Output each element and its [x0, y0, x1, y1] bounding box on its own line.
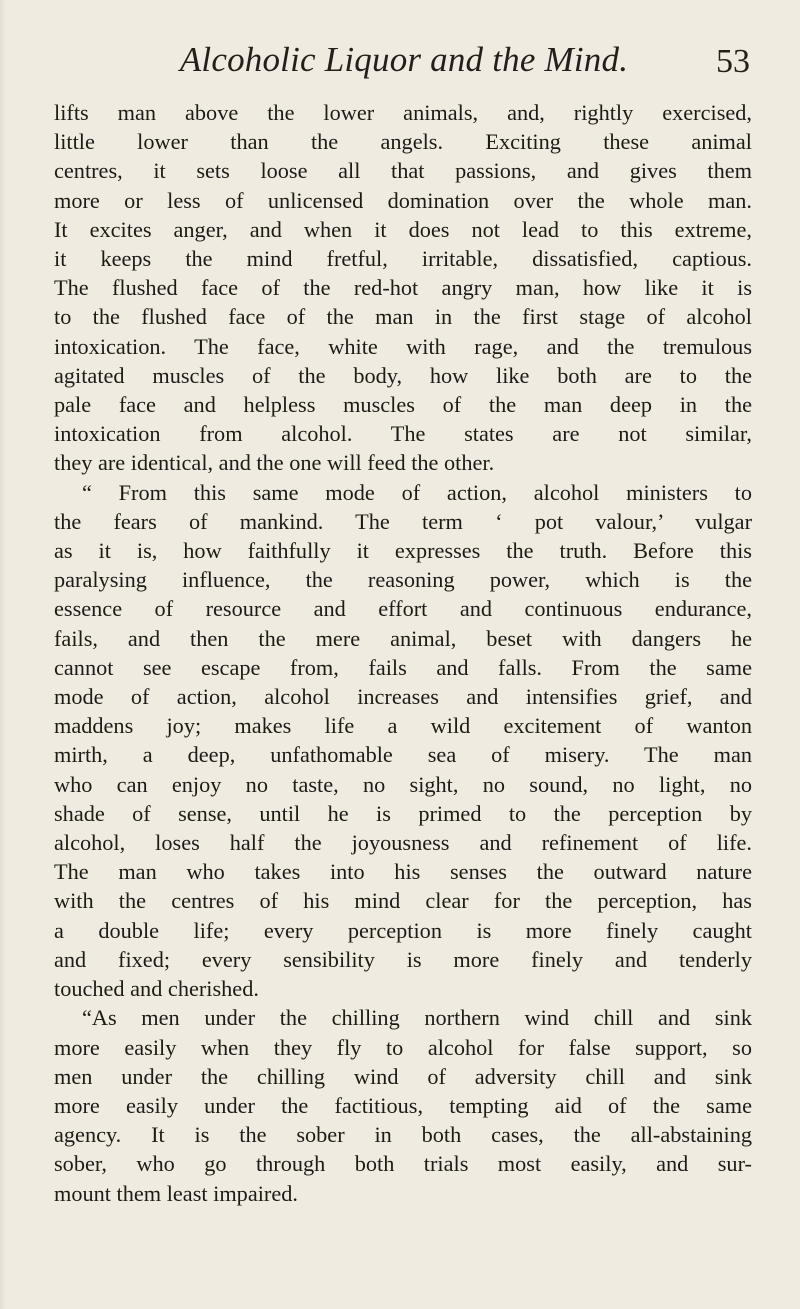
text-line: intoxication from alcohol. The states are not similar, — [54, 421, 752, 447]
paragraph-1 — [54, 98, 752, 478]
paragraph-3 — [54, 1003, 752, 1207]
page-number: 53 — [716, 43, 750, 80]
page-edge-shadow — [0, 0, 6, 1309]
text-line: it keeps the mind fretful, irritable, dissatisfied, captious. — [54, 246, 752, 272]
text-line: more or less of unlicensed domination over the whole man. — [54, 187, 752, 213]
text-line: essence of resource and effort and continuous endurance, — [54, 596, 752, 622]
text-line: The flushed face of the red-hot angry man, how like it is — [54, 275, 752, 301]
text-line: sober, who go through both trials most easily, and sur- — [54, 1151, 752, 1177]
text-line: to the flushed face of the man in the first stage of alcohol — [54, 304, 752, 330]
text-line: cannot see escape from, fails and falls. From the same — [54, 654, 752, 680]
text-line: maddens joy; makes life a wild excitement of wanton — [54, 713, 752, 739]
text-line: they are identical, and the one will feed the other. — [54, 450, 495, 476]
text-line: and fixed; every sensibility is more finely and tenderly — [54, 946, 752, 972]
text-line: who can enjoy no taste, no sight, no sound, no light, no — [54, 771, 752, 797]
text-line: mirth, a deep, unfathomable sea of misery. The man — [54, 742, 752, 768]
text-line: intoxication. The face, white with rage, and the tremulous — [54, 333, 752, 359]
text-line: with the centres of his mind clear for the perception, has — [54, 888, 752, 914]
text-line: “ From this same mode of action, alcohol ministers to — [82, 479, 752, 505]
running-title: Alcoholic Liquor and the Mind. — [179, 40, 629, 79]
text-line: paralysing influence, the reasoning power, which is the — [54, 567, 752, 593]
page-header — [54, 38, 752, 98]
text-line: alcohol, loses half the joyousness and refinement of life. — [54, 830, 752, 856]
text-line: agency. It is the sober in both cases, the all-abstaining — [54, 1122, 752, 1148]
text-line: more easily when they fly to alcohol for false support, so — [54, 1034, 752, 1060]
text-line: a double life; every perception is more finely caught — [54, 917, 752, 943]
text-line: lifts man above the lower animals, and, rightly exercised, — [54, 100, 752, 125]
text-line: pale face and helpless muscles of the man deep in the — [54, 392, 752, 418]
text-line: “As men under the chilling northern wind chill and sink — [82, 1005, 752, 1031]
text-line: men under the chilling wind of adversity chill and sink — [54, 1063, 752, 1089]
text-line: fails, and then the mere animal, beset with dangers he — [54, 625, 752, 651]
text-line: as it is, how faithfully it expresses the truth. Before this — [54, 538, 752, 564]
text-line: the fears of mankind. The term ‘ pot valour,’ vulgar — [54, 508, 752, 534]
text-line: mode of action, alcohol increases and intensifies grief, and — [54, 684, 752, 710]
text-line: It excites anger, and when it does not lead to this extreme, — [54, 216, 752, 242]
paragraph-2 — [54, 478, 752, 1004]
body-text — [54, 98, 752, 1208]
text-line: more easily under the factitious, tempting aid of the same — [54, 1092, 752, 1118]
text-line: centres, it sets loose all that passions, and gives them — [54, 158, 752, 184]
text-line: mount them least impaired. — [54, 1180, 298, 1206]
text-line: agitated muscles of the body, how like both are to the — [54, 362, 752, 388]
text-line: shade of sense, until he is primed to the perception by — [54, 800, 752, 826]
text-line: touched and cherished. — [54, 976, 259, 1002]
text-line: The man who takes into his senses the outward nature — [54, 859, 752, 885]
text-line: little lower than the angels. Exciting these animal — [54, 129, 752, 155]
